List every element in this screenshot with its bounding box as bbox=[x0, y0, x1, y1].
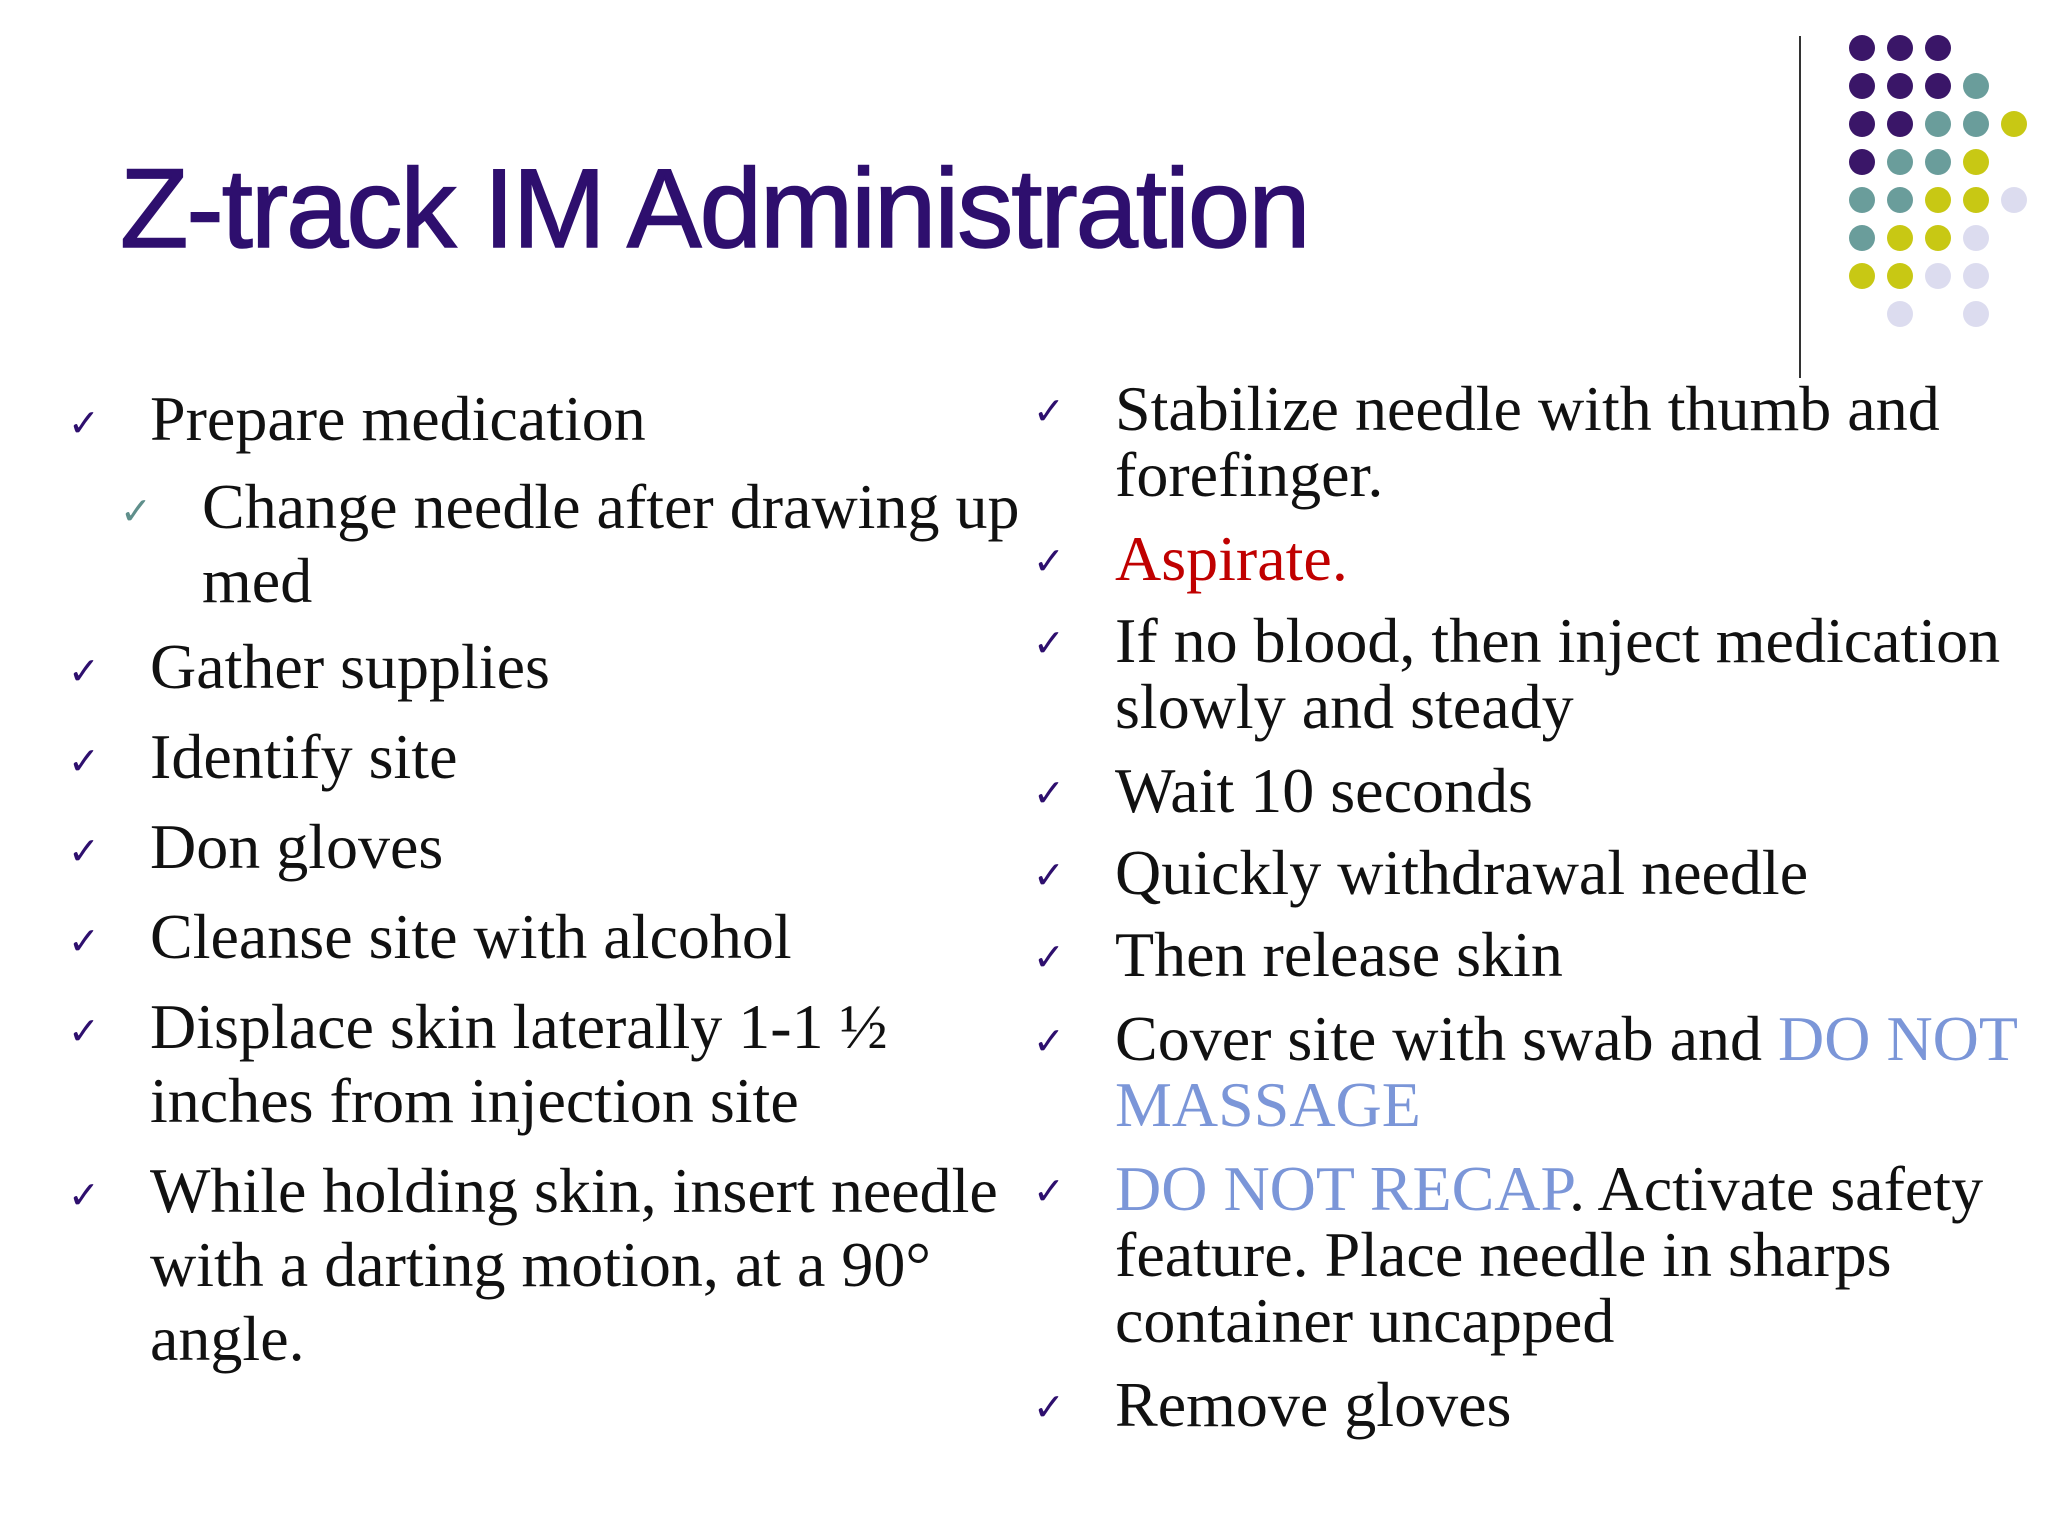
slide-title: Z-track IM Administration bbox=[120, 146, 1309, 271]
decorative-dot bbox=[1925, 187, 1951, 213]
list-item bbox=[1025, 605, 2025, 742]
do-not-recap-emphasis: DO NOT RECAP bbox=[1115, 1153, 1569, 1224]
decorative-dot bbox=[1963, 301, 1989, 327]
list-item-text: Stabilize needle with thumb and forefinger. bbox=[1115, 373, 1940, 510]
left-steps-list bbox=[60, 382, 1020, 1376]
check-mark-icon: ✓ bbox=[1033, 935, 1065, 979]
list-item bbox=[60, 720, 1020, 794]
decorative-dot bbox=[1849, 149, 1875, 175]
decorative-dot bbox=[1963, 149, 1989, 175]
list-item-text: Displace skin laterally 1-1 ½ inches from injection site bbox=[150, 991, 888, 1136]
decorative-dot bbox=[1925, 263, 1951, 289]
decorative-dot bbox=[1925, 73, 1951, 99]
decorative-dot bbox=[1963, 73, 1989, 99]
decorative-dot bbox=[1887, 149, 1913, 175]
list-item bbox=[60, 900, 1020, 974]
list-item-text: Identify site bbox=[150, 721, 458, 792]
check-mark-icon: ✓ bbox=[68, 829, 100, 873]
aspirate-warning-text: Aspirate. bbox=[1115, 523, 1348, 594]
list-item bbox=[1025, 523, 2025, 594]
check-mark-icon: ✓ bbox=[1033, 853, 1065, 897]
decorative-dot bbox=[1849, 35, 1875, 61]
check-mark-icon: ✓ bbox=[68, 919, 100, 963]
check-mark-icon: ✓ bbox=[68, 739, 100, 783]
list-item-text: Remove gloves bbox=[1115, 1369, 1512, 1440]
list-item bbox=[60, 990, 1020, 1138]
list-item-text: If no blood, then inject medication slowly and steady bbox=[1115, 605, 2001, 742]
list-item bbox=[1025, 919, 2025, 990]
decorative-dot bbox=[2001, 187, 2027, 213]
check-mark-icon: ✓ bbox=[1033, 621, 1065, 665]
list-item bbox=[1025, 373, 2025, 510]
decorative-dot bbox=[1887, 35, 1913, 61]
decorative-dot bbox=[2001, 111, 2027, 137]
list-item bbox=[1025, 755, 2025, 826]
list-item bbox=[1025, 1153, 2025, 1356]
list-item-text: Don gloves bbox=[150, 811, 444, 882]
decorative-dot bbox=[1963, 225, 1989, 251]
decorative-dot bbox=[1887, 301, 1913, 327]
check-mark-icon: ✓ bbox=[120, 489, 152, 533]
decorative-dot bbox=[1963, 111, 1989, 137]
list-item bbox=[60, 470, 1020, 618]
decorative-dot bbox=[1925, 149, 1951, 175]
decorative-dot bbox=[1849, 225, 1875, 251]
list-item bbox=[1025, 1369, 2025, 1440]
list-item bbox=[60, 382, 1020, 456]
decorative-vertical-line bbox=[1799, 36, 1801, 378]
decorative-dot bbox=[1887, 111, 1913, 137]
list-item-text: Quickly withdrawal needle bbox=[1115, 837, 1809, 908]
check-mark-icon: ✓ bbox=[68, 1173, 100, 1217]
list-item-text: Prepare medication bbox=[150, 383, 646, 454]
list-item-text: While holding skin, insert needle with a darting motion, at a 90° angle. bbox=[150, 1155, 998, 1374]
check-mark-icon: ✓ bbox=[1033, 539, 1065, 583]
decorative-dot bbox=[1887, 73, 1913, 99]
list-item-text: Gather supplies bbox=[150, 631, 550, 702]
check-mark-icon: ✓ bbox=[68, 649, 100, 693]
do-not-massage-emphasis: DO NOT MASSAGE bbox=[1115, 1003, 2017, 1140]
list-item-text: Cover site with swab and bbox=[1115, 1003, 1778, 1074]
decorative-dot bbox=[1887, 187, 1913, 213]
list-item-text: Wait 10 seconds bbox=[1115, 755, 1533, 826]
decorative-dot bbox=[1849, 73, 1875, 99]
list-item-text: Cleanse site with alcohol bbox=[150, 901, 792, 972]
decorative-dot bbox=[1963, 187, 1989, 213]
decorative-dot bbox=[1925, 35, 1951, 61]
check-mark-icon: ✓ bbox=[68, 401, 100, 445]
check-mark-icon: ✓ bbox=[68, 1009, 100, 1053]
check-mark-icon: ✓ bbox=[1033, 1385, 1065, 1429]
check-mark-icon: ✓ bbox=[1033, 771, 1065, 815]
decorative-dot bbox=[1887, 225, 1913, 251]
decorative-dot bbox=[1849, 111, 1875, 137]
decorative-dot bbox=[1925, 111, 1951, 137]
check-mark-icon: ✓ bbox=[1033, 1019, 1065, 1063]
decorative-dot bbox=[1849, 263, 1875, 289]
right-steps-list bbox=[1025, 373, 2025, 1440]
list-item bbox=[1025, 1003, 2025, 1140]
list-item bbox=[1025, 837, 2025, 908]
list-item-text: Change needle after drawing up med bbox=[202, 471, 1020, 616]
decorative-dot bbox=[1849, 187, 1875, 213]
decorative-dot bbox=[1887, 263, 1913, 289]
list-item-text: . Activate safety feature. Place needle in sharps container uncapped bbox=[1115, 1153, 1984, 1356]
list-item bbox=[60, 630, 1020, 704]
check-mark-icon: ✓ bbox=[1033, 1169, 1065, 1213]
list-item-text: Then release skin bbox=[1115, 919, 1563, 990]
list-item bbox=[60, 810, 1020, 884]
decorative-dot bbox=[1925, 225, 1951, 251]
decorative-dot bbox=[1963, 263, 1989, 289]
list-item bbox=[60, 1154, 1020, 1376]
check-mark-icon: ✓ bbox=[1033, 389, 1065, 433]
